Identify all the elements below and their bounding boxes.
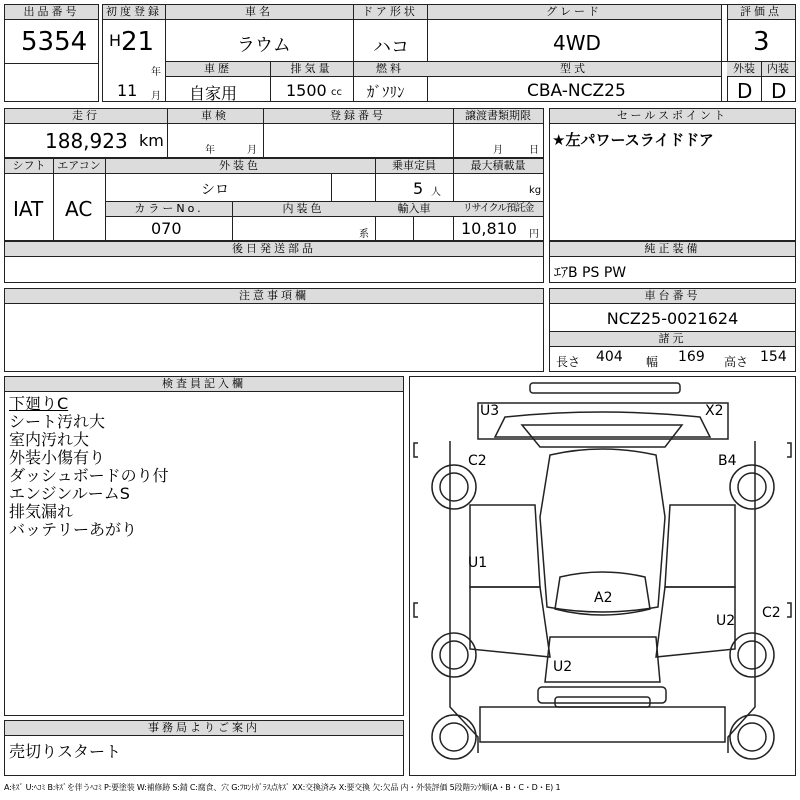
inspector-box xyxy=(4,376,404,716)
era: H xyxy=(109,31,122,50)
model-label: 型式 xyxy=(427,62,721,77)
lot-number-box xyxy=(4,4,99,102)
notes-box xyxy=(4,288,544,372)
length: 404 xyxy=(596,349,623,365)
interior-grade: D xyxy=(771,79,787,103)
exterior-grade: D xyxy=(737,79,753,103)
capacity-unit: 人 xyxy=(431,187,441,198)
mark-x2: X2 xyxy=(705,403,724,419)
displacement-label: 排気量 xyxy=(270,62,353,77)
score-label: 評価点 xyxy=(727,5,795,20)
car-name-label: 車名 xyxy=(165,5,353,20)
later-parts-box xyxy=(4,241,544,283)
int-color-label: 内装色 xyxy=(232,202,375,217)
height: 154 xyxy=(760,349,787,365)
width-label: 幅 xyxy=(646,355,659,369)
mark-u1: U1 xyxy=(468,555,488,571)
transfer-label: 譲渡書類期限 xyxy=(453,109,543,124)
fuel: ｶﾞｿﾘﾝ xyxy=(367,83,405,101)
height-label: 高さ xyxy=(724,355,749,369)
mark-b4: B4 xyxy=(718,453,737,469)
history: 自家用 xyxy=(189,84,238,103)
shift-label: シフト xyxy=(5,159,53,174)
displacement-unit: cc xyxy=(331,87,342,98)
mileage-row xyxy=(4,108,544,158)
inspector-note: シート汚れ大 xyxy=(9,412,106,431)
notes-label: 注意事項欄 xyxy=(5,289,543,304)
month: 11 xyxy=(117,81,138,100)
shift: IAT xyxy=(13,197,44,221)
mark-a2: A2 xyxy=(594,590,613,606)
sales-point-label: セールスポイント xyxy=(550,109,795,124)
transfer-day-unit: 日 xyxy=(529,145,539,156)
mileage-label: 走行 xyxy=(5,109,167,124)
inspector-note: ダッシュボードのり付 xyxy=(9,466,169,485)
ext-color: シロ xyxy=(201,182,229,198)
inspection-month-unit: 月 xyxy=(247,145,257,156)
inspector-note: バッテリーあがり xyxy=(9,520,138,539)
inspector-note: 下廻りC xyxy=(9,394,69,413)
equipment: ｴｱB PS PW xyxy=(554,265,627,281)
fuel-label: 燃料 xyxy=(353,62,427,77)
ac: AC xyxy=(65,197,93,221)
inspector-note: 排気漏れ xyxy=(9,502,74,521)
ext-color-label: 外装色 xyxy=(105,159,375,174)
month-unit: 月 xyxy=(151,91,161,102)
history-label: 車歴 xyxy=(166,62,270,77)
door: ハコ xyxy=(373,37,409,58)
mileage: 188,923 xyxy=(45,129,128,153)
interior-label: 内装 xyxy=(761,62,795,77)
mark-u2-right: U2 xyxy=(716,613,736,629)
color-no: 070 xyxy=(151,219,182,238)
car-name: ラウム xyxy=(237,35,291,56)
inspector-notes-list xyxy=(9,395,169,539)
inspection-year-unit: 年 xyxy=(205,145,215,156)
transfer-month-unit: 月 xyxy=(493,145,503,156)
chassis-label: 車台番号 xyxy=(550,289,795,304)
length-label: 長さ xyxy=(556,355,581,369)
grade-label: グレード xyxy=(427,5,721,20)
first-reg-year: 21 xyxy=(121,27,155,57)
reg-no-label: 登録番号 xyxy=(263,109,453,124)
office-box xyxy=(4,720,404,776)
mark-u3: U3 xyxy=(480,403,500,419)
max-load-label: 最大積載量 xyxy=(453,159,543,174)
inspector-note: 室内汚れ大 xyxy=(9,430,90,449)
max-load-unit: kg xyxy=(529,185,542,196)
width: 169 xyxy=(678,349,705,365)
office-note: 売切りスタート xyxy=(9,742,122,761)
inspector-note: エンジンルームS xyxy=(9,484,130,503)
chassis-number: NCZ25-0021624 xyxy=(606,309,739,328)
mark-c2-left: C2 xyxy=(468,453,487,469)
dims-label: 諸元 xyxy=(550,332,795,347)
exterior-label: 外装 xyxy=(727,62,761,77)
inspector-note: 外装小傷有り xyxy=(9,448,106,467)
mileage-unit: km xyxy=(139,131,164,150)
capacity-label: 乗車定員 xyxy=(375,159,453,174)
equipment-box xyxy=(549,241,796,283)
sales-point-box xyxy=(549,108,796,241)
door-label: ドア形状 xyxy=(353,5,427,20)
capacity: 5 xyxy=(413,179,424,198)
lot-number: 5354 xyxy=(21,27,88,57)
recycle: 10,810 xyxy=(461,219,517,238)
lot-number-label: 出品番号 xyxy=(5,5,98,20)
office-label: 事務局よりご案内 xyxy=(5,721,403,736)
mark-u2-bottom: U2 xyxy=(553,659,573,675)
mark-c2-right: C2 xyxy=(762,605,781,621)
model: CBA-NCZ25 xyxy=(527,81,626,101)
chassis-box xyxy=(549,288,796,372)
legend: A:ｷｽﾞ U:ﾍｺﾐ B:ｷｽﾞを伴うﾍｺﾐ P:要塗装 W:補修跡 S:錆 C:腐食、穴 G:ﾌﾛﾝﾄｶﾞﾗｽ点ｷｽﾞ XX:交換済み X:要交換 欠:欠品 内・外装評価 5段階ﾗﾝｸ順(A・B・C・D・E) 1 xyxy=(4,783,561,792)
year-unit: 年 xyxy=(151,67,161,78)
recycle-unit: 円 xyxy=(529,229,539,240)
sales-point: ★左パワースライドドア xyxy=(552,131,714,149)
inspection-label: 車検 xyxy=(167,109,263,124)
recycle-label: リサイクル預託金 xyxy=(453,202,543,217)
color-no-label: カラーNo. xyxy=(106,202,232,217)
car-outline-diagram xyxy=(410,377,795,775)
vehicle-info-box xyxy=(102,4,796,102)
displacement: 1500 xyxy=(286,81,327,100)
score: 3 xyxy=(753,27,770,57)
damage-diagram xyxy=(409,376,796,776)
spec-row xyxy=(4,158,544,241)
first-reg-label: 初度登録 xyxy=(103,5,165,20)
int-color-unit: 系 xyxy=(359,229,369,240)
inspector-label: 検査員記入欄 xyxy=(5,377,403,392)
ac-label: エアコン xyxy=(53,159,105,174)
equipment-label: 純正装備 xyxy=(550,242,795,257)
import-label: 輸入車 xyxy=(375,202,453,217)
later-parts-label: 後日発送部品 xyxy=(5,242,543,257)
grade: 4WD xyxy=(553,31,601,55)
